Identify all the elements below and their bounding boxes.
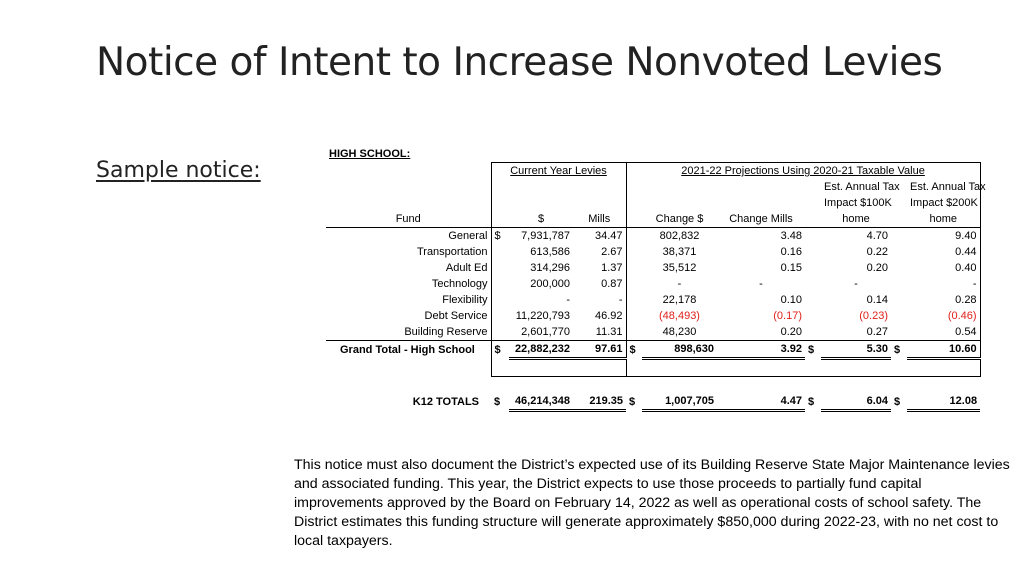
levy-table	[326, 146, 986, 412]
table-row: Building Reserve 2,601,770 11.31 48,230 0.20 0.27 0.54	[326, 324, 980, 341]
section-label: HIGH SCHOOL:	[329, 148, 411, 161]
group-header-current: Current Year Levies	[491, 163, 626, 180]
table-row: General $ 7,931,787 34.47 802,832 3.48 4.70 9.40	[326, 228, 980, 245]
header-change-dollars: Change $	[642, 211, 717, 228]
table-row: Flexibility - - 22,178 0.10 0.14 0.28	[326, 292, 980, 308]
header-impact-200k-line2: Impact $200K	[907, 195, 980, 211]
k12-totals-row: K12 TOTALS $ 46,214,348 219.35 $ 1,007,705 4.47 $ 6.04 $ 12.08	[326, 393, 980, 411]
notice-explanation: This notice must also document the District’s expected use of its Building Reserve State Major Maintenance levies and associated funding. This year, the District expects to use those proceeds to partially fund capital improvements approved by the Board on February 14, 2022 as well as operational costs of school safety. The District estimates this funding structure will generate approximately $850,000 during 2022-23, with no net cost to local taxpayers.	[294, 457, 1010, 549]
header-change-mills: Change Mills	[717, 211, 805, 228]
table-row: Transportation 613,586 2.67 38,371 0.16 0.22 0.44	[326, 244, 980, 260]
header-mills: Mills	[573, 211, 626, 228]
group-header-projection: 2021-22 Projections Using 2020-21 Taxable Value	[626, 163, 980, 180]
sample-notice-label: Sample notice:	[96, 158, 261, 183]
table-row: Adult Ed 314,296 1.37 35,512 0.15 0.20 0.40	[326, 260, 980, 276]
grand-total-row: Grand Total - High School $ 22,882,232 97.61 $ 898,630 3.92 $ 5.30 $ 10.60	[326, 341, 980, 359]
header-impact-100k-line3: home	[821, 211, 891, 228]
header-impact-200k-line3: home	[907, 211, 980, 228]
header-dollars: $	[509, 211, 573, 228]
header-impact-100k-line1: Est. Annual Tax	[824, 181, 900, 193]
table-row: Debt Service 11,220,793 46.92 (48,493) (0.17) (0.23) (0.46)	[326, 308, 980, 324]
header-impact-200k-line1: Est. Annual Tax	[907, 179, 980, 195]
header-impact-100k-line2: Impact $100K	[824, 197, 892, 209]
header-fund: Fund	[326, 211, 491, 228]
slide-title: Notice of Intent to Increase Nonvoted Levies	[96, 40, 943, 85]
table-row: Technology 200,000 0.87 - - - -	[326, 276, 980, 292]
